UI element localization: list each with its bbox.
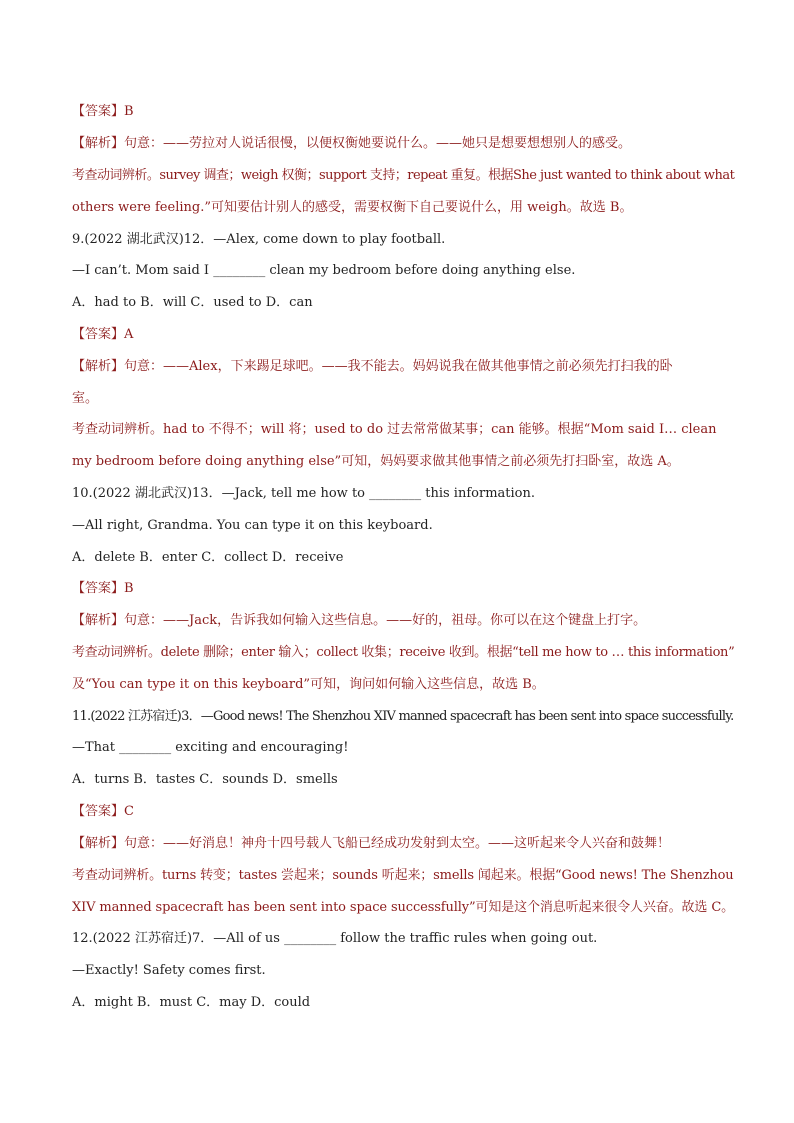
text-line (72, 103, 134, 121)
line-text: 9.(2022 湖北武汉)12．—Alex, come down to play football. (72, 232, 446, 247)
text-line (72, 962, 266, 980)
line-text: 10.(2022 湖北武汉)13．—Jack, tell me how to ________ this information. (72, 486, 535, 501)
line-text: my bedroom before doing anything else”可知，妈妈要求做其他事情之前必须先打扫卧室，故选 A。 (72, 454, 680, 469)
line-text: 句意：——好消息！神舟十四号载人飞船已经成功发射到太空。——这听起来令人兴奋和鼓舞！ (124, 836, 671, 851)
line-text: C (124, 804, 134, 819)
text-line (72, 676, 545, 694)
line-text: 考查动词辨析。survey 调查；weigh 权衡；support 支持；repeat 重复。根据She just wanted to think about what (72, 168, 735, 183)
text-line (72, 294, 313, 312)
text-line (72, 803, 134, 821)
line-text: 考查动词辨析。had to 不得不；will 将；used to do 过去常常做某事；can 能够。根据“Mom said I… clean (72, 422, 717, 437)
line-text: A (124, 327, 134, 342)
text-line (72, 485, 535, 503)
section-tag: 【解析】 (72, 613, 125, 628)
line-text: A．had to B．will C．used to D．can (72, 295, 313, 310)
text-line (72, 358, 673, 376)
text-line (72, 262, 575, 280)
line-text: 句意：——Jack，告诉我如何输入这些信息。——好的，祖母。你可以在这个键盘上打字。 (124, 613, 647, 628)
text-line (72, 771, 338, 789)
section-tag: 【答案】 (72, 104, 125, 119)
line-text: B (124, 581, 134, 596)
section-tag: 【解析】 (72, 359, 125, 374)
text-line (72, 644, 734, 662)
text-line (72, 899, 734, 917)
line-text: others were feeling.”可知要估计别人的感受，需要权衡下自己要说什么，用 weigh。故选 B。 (72, 200, 633, 215)
text-line (72, 390, 98, 408)
text-line (72, 167, 734, 185)
text-line (72, 453, 680, 471)
section-tag: 【解析】 (72, 136, 125, 151)
text-line (72, 867, 734, 885)
text-line (72, 549, 343, 567)
text-line (72, 708, 734, 726)
line-text: 句意：——Alex，下来踢足球吧。——我不能去。妈妈说我在做其他事情之前必须先打扫我的卧 (124, 359, 673, 374)
text-line (72, 135, 631, 153)
line-text: 考查动词辨析。delete 删除；enter 输入；collect 收集；receive 收到。根据“tell me how to … this information” (72, 645, 735, 660)
text-line (72, 199, 632, 217)
text-line (72, 612, 646, 630)
section-tag: 【答案】 (72, 804, 125, 819)
text-line (72, 835, 670, 853)
section-tag: 【答案】 (72, 581, 125, 596)
line-text: 11.(2022 江苏宿迁)3．—Good news! The Shenzhou XIV manned spacecraft has been sent into space successfully. (72, 709, 734, 724)
line-text: XIV manned spacecraft has been sent into space successfully”可知是这个消息听起来很令人兴奋。故选 C。 (72, 900, 735, 915)
line-text: B (124, 104, 134, 119)
text-line (72, 930, 597, 948)
line-text: 句意：——劳拉对人说话很慢，以便权衡她要说什么。——她只是想要想想别人的感受。 (124, 136, 632, 151)
section-tag: 【答案】 (72, 327, 125, 342)
line-text: 及“You can type it on this keyboard”可知，询问如何输入这些信息，故选 B。 (72, 677, 545, 692)
text-line (72, 739, 348, 757)
text-line (72, 326, 133, 344)
line-text: A．turns B．tastes C．sounds D．smells (72, 772, 338, 787)
section-tag: 【解析】 (72, 836, 125, 851)
line-text: 12.(2022 江苏宿迁)7．—All of us ________ follow the traffic rules when going out. (72, 931, 598, 946)
line-text: 考查动词辨析。turns 转变；tastes 尝起来；sounds 听起来；smells 闻起来。根据“Good news! The Shenzhou (72, 868, 734, 883)
line-text: —I can’t. Mom said I ________ clean my bedroom before doing anything else. (72, 263, 576, 278)
line-text: —That ________ exciting and encouraging! (72, 740, 349, 755)
line-text: —All right, Grandma. You can type it on this keyboard. (72, 518, 433, 533)
line-text: —Exactly! Safety comes first. (72, 963, 266, 978)
line-text: 室。 (72, 391, 99, 406)
line-text: A．delete B．enter C．collect D．receive (72, 550, 344, 565)
text-line (72, 994, 310, 1012)
text-line (72, 421, 716, 439)
line-text: A．might B．must C．may D．could (72, 995, 311, 1010)
text-line (72, 231, 445, 249)
text-line (72, 517, 433, 535)
text-line (72, 580, 134, 598)
